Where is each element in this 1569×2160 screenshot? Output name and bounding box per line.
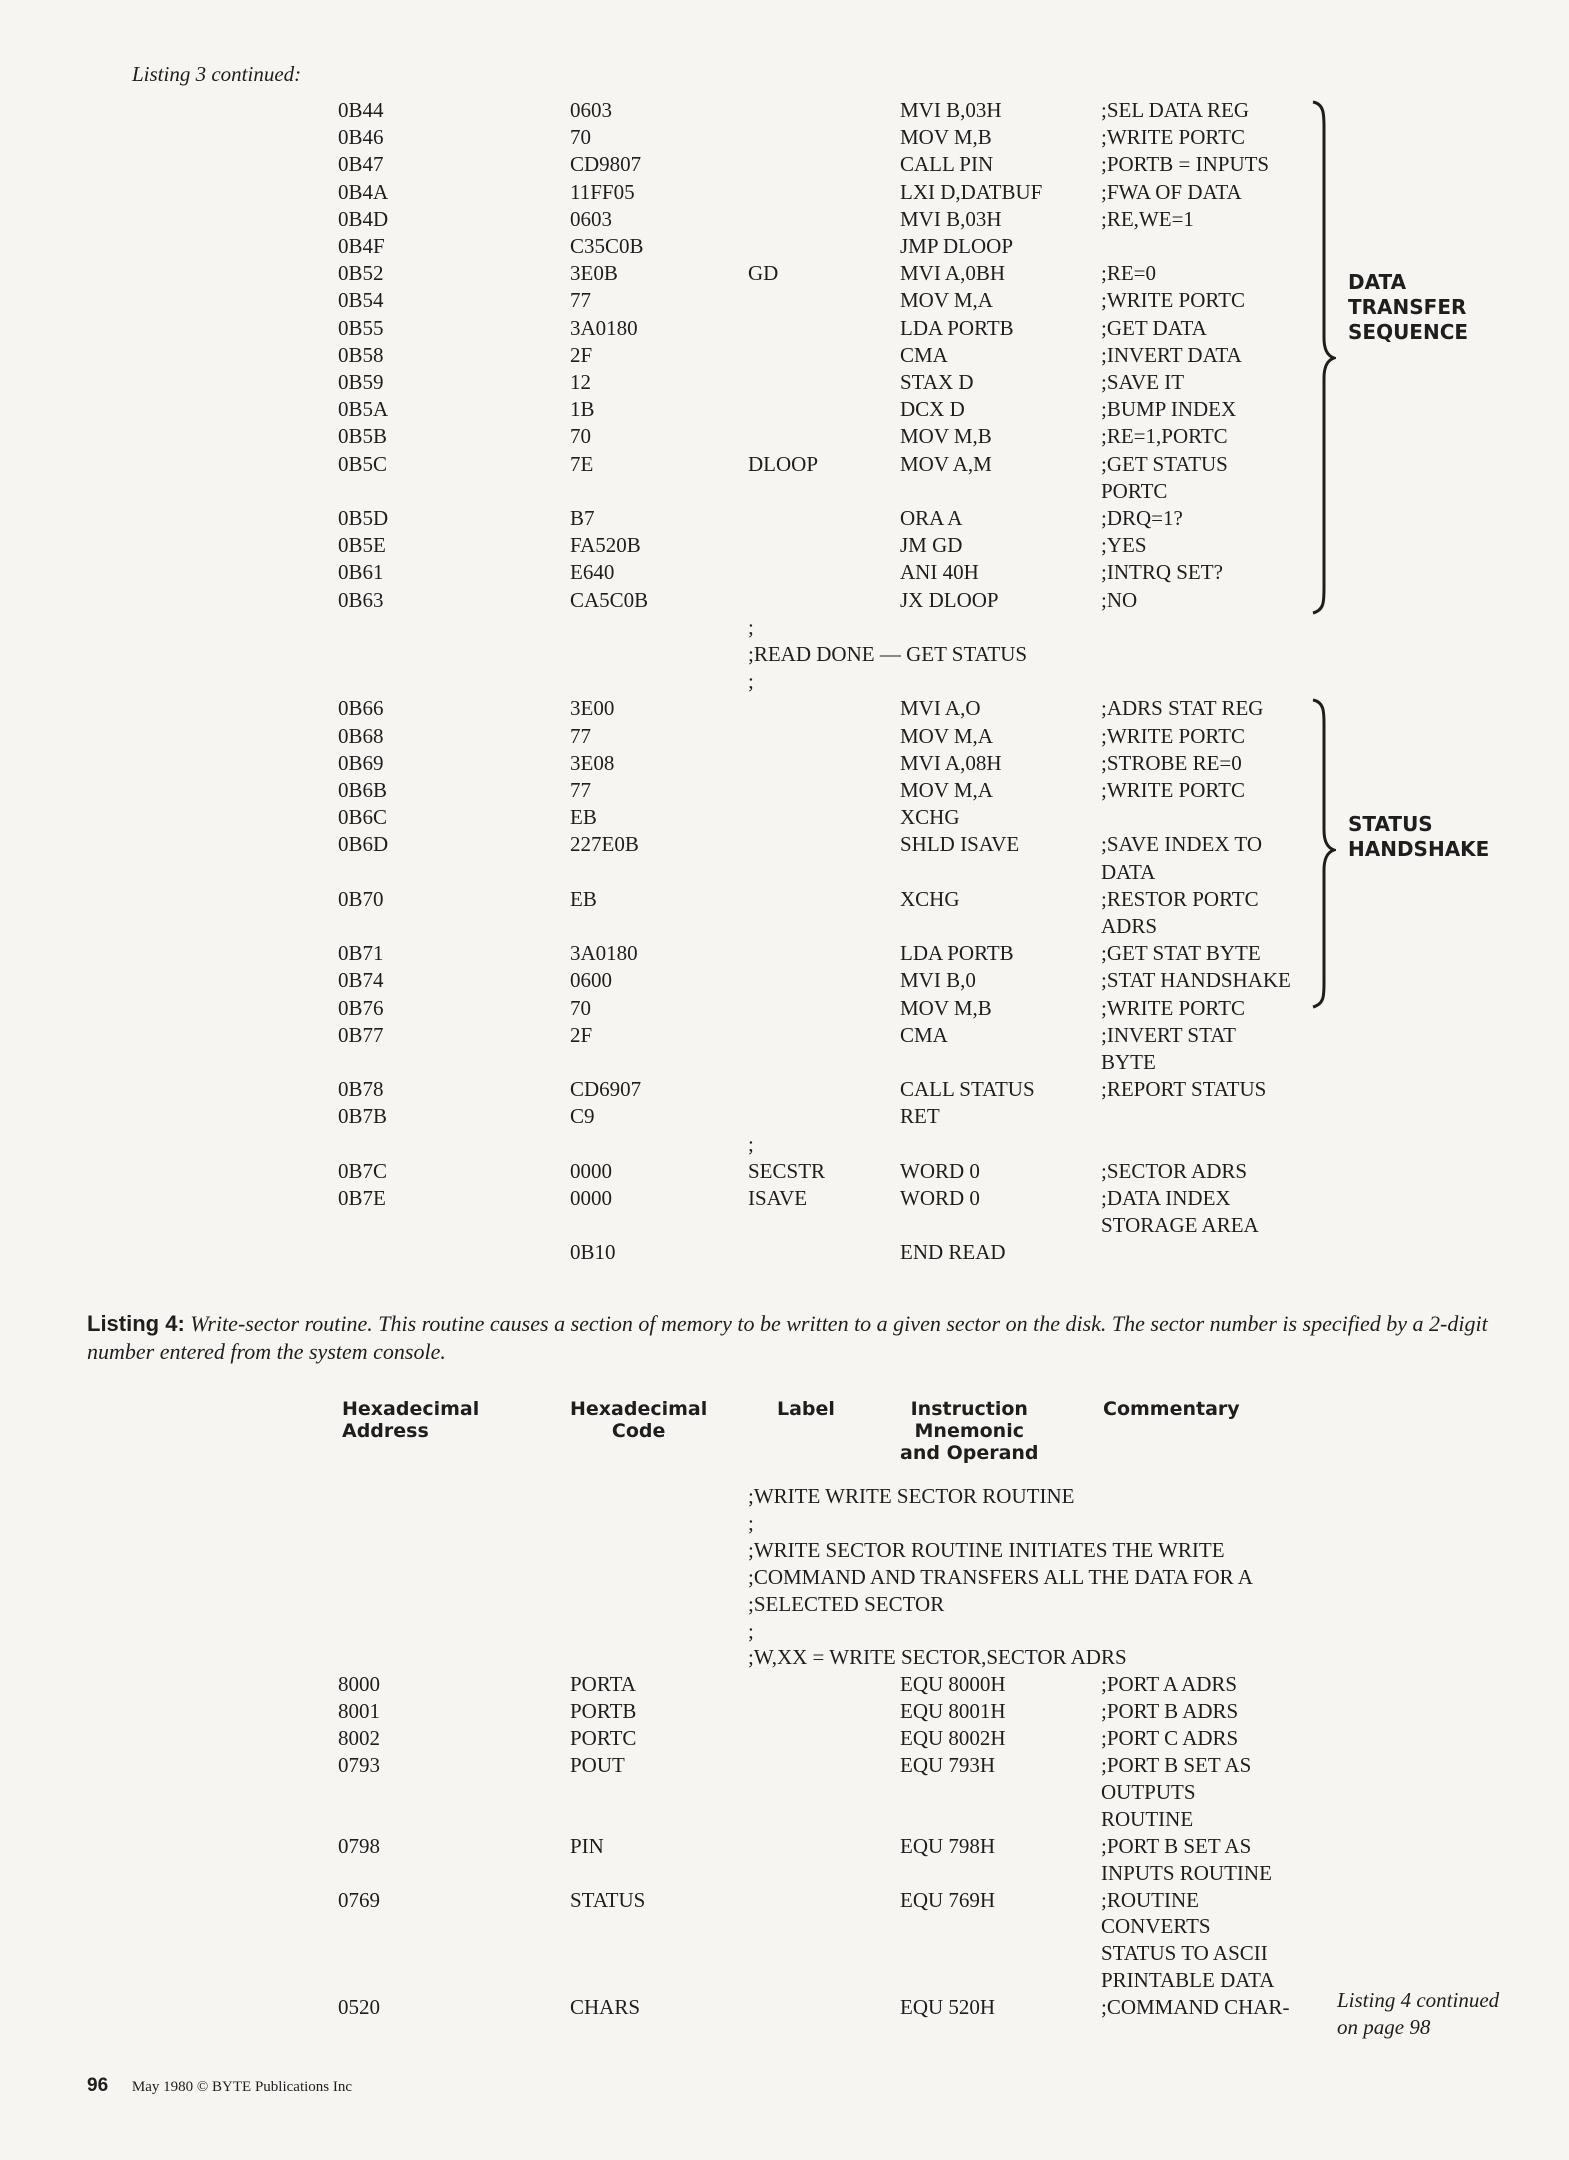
address: 0B78 bbox=[338, 1077, 384, 1102]
comment: ;GET STAT BYTE bbox=[1101, 941, 1261, 966]
instruction: EQU 8000H bbox=[900, 1672, 1006, 1697]
instruction: LXI D,DATBUF bbox=[900, 179, 1043, 204]
hex-code: CA5C0B bbox=[570, 587, 649, 612]
address: 0B6D bbox=[338, 832, 389, 857]
address: 0B4A bbox=[338, 179, 389, 204]
address: 0B52 bbox=[338, 261, 384, 286]
comment: BYTE bbox=[1101, 1050, 1156, 1074]
listing-row bbox=[0, 1618, 1569, 1646]
comment: ;PORT B ADRS bbox=[1101, 1699, 1239, 1724]
address: 0B5C bbox=[338, 451, 388, 476]
comment: ;INTRQ SET? bbox=[1101, 560, 1223, 585]
address: 0B76 bbox=[338, 995, 384, 1020]
hex-code: 0000 bbox=[570, 1186, 612, 1210]
instruction: MVI A,0BH bbox=[900, 261, 1006, 286]
instruction: XCHG bbox=[900, 886, 960, 911]
instruction: MOV M,A bbox=[900, 778, 993, 802]
address: 0B61 bbox=[338, 560, 384, 585]
listing-row bbox=[0, 641, 1569, 669]
header-commentary: Commentary bbox=[1103, 1398, 1240, 1420]
hex-code: CD9807 bbox=[570, 152, 642, 177]
comment: STATUS TO ASCII bbox=[1101, 1941, 1268, 1966]
comment: ADRS bbox=[1101, 914, 1158, 938]
comment: ;REPORT STATUS bbox=[1101, 1077, 1267, 1102]
label: GD bbox=[748, 261, 779, 286]
listing-row bbox=[0, 1725, 1569, 1753]
comment: ;SAVE INDEX TO bbox=[1101, 832, 1263, 857]
address: 0B4F bbox=[338, 234, 385, 258]
hex-code: 77 bbox=[570, 288, 591, 313]
hex-code: FA520B bbox=[570, 533, 641, 558]
label: ; bbox=[748, 1618, 754, 1643]
listing-row bbox=[0, 1212, 1569, 1240]
address: 0769 bbox=[338, 1887, 380, 1912]
hex-code: 3E0B bbox=[570, 261, 618, 286]
hex-code: 1B bbox=[570, 397, 595, 422]
comment: ;WRITE PORTC bbox=[1101, 125, 1245, 150]
header-label: Label bbox=[777, 1398, 835, 1420]
hex-code: 70 bbox=[570, 995, 591, 1020]
label: ;SELECTED SECTOR bbox=[748, 1591, 945, 1616]
hex-code: 77 bbox=[570, 723, 591, 748]
hex-code: C35C0B bbox=[570, 234, 644, 258]
comment: ;INVERT STAT bbox=[1101, 1022, 1236, 1047]
address: 8000 bbox=[338, 1672, 380, 1697]
listing-row bbox=[0, 1671, 1569, 1699]
instruction: MOV M,A bbox=[900, 288, 993, 313]
page-number: 96 bbox=[87, 2075, 109, 2096]
instruction: EQU 769H bbox=[900, 1887, 996, 1912]
address: 0B69 bbox=[338, 750, 384, 775]
data-transfer-sequence-label: DATA TRANSFER SEQUENCE bbox=[1348, 270, 1469, 344]
instruction: JMP DLOOP bbox=[900, 234, 1013, 258]
instruction: MOV M,B bbox=[900, 995, 992, 1020]
listing-row bbox=[0, 668, 1569, 696]
address: 0B54 bbox=[338, 288, 384, 313]
instruction: DCX D bbox=[900, 397, 965, 422]
comment: ;FWA OF DATA bbox=[1101, 179, 1242, 204]
address: 0B74 bbox=[338, 968, 384, 993]
address: 0793 bbox=[338, 1753, 380, 1777]
comment: ;PORTB = INPUTS bbox=[1101, 152, 1270, 177]
listing-row bbox=[0, 1185, 1569, 1213]
listing-row bbox=[0, 1564, 1569, 1592]
instruction: MVI B,0 bbox=[900, 968, 976, 993]
instruction: MVI A,O bbox=[900, 696, 981, 721]
hex-code: CHARS bbox=[570, 1995, 641, 2020]
address: 8001 bbox=[338, 1699, 380, 1724]
comment: CONVERTS bbox=[1101, 1914, 1211, 1939]
comment: OUTPUTS bbox=[1101, 1779, 1196, 1804]
instruction: STAX D bbox=[900, 370, 974, 394]
listing-row bbox=[0, 1913, 1569, 1941]
label: ;WRITE WRITE SECTOR ROUTINE bbox=[748, 1484, 1075, 1508]
hex-code: 11FF05 bbox=[570, 179, 635, 204]
comment: ;PORT A ADRS bbox=[1101, 1672, 1238, 1697]
comment: ;RE=0 bbox=[1101, 261, 1157, 286]
hex-code: 3E00 bbox=[570, 696, 615, 721]
label: ;WRITE SECTOR ROUTINE INITIATES THE WRITE bbox=[748, 1537, 1225, 1562]
instruction: END READ bbox=[900, 1240, 1006, 1265]
address: 0B47 bbox=[338, 152, 384, 177]
comment: ;GET STATUS bbox=[1101, 451, 1228, 476]
instruction: MOV A,M bbox=[900, 451, 992, 476]
instruction: MOV M,B bbox=[900, 125, 992, 150]
comment: ;ADRS STAT REG bbox=[1101, 696, 1264, 721]
instruction: WORD 0 bbox=[900, 1158, 980, 1183]
label: SECSTR bbox=[748, 1158, 826, 1183]
instruction: JX DLOOP bbox=[900, 587, 999, 612]
listing-row bbox=[0, 1510, 1569, 1538]
comment: ;ROUTINE bbox=[1101, 1887, 1199, 1912]
listing-row bbox=[0, 1591, 1569, 1619]
address: 0B5D bbox=[338, 506, 389, 530]
hex-code: 0603 bbox=[570, 98, 612, 122]
comment: ;BUMP INDEX bbox=[1101, 397, 1237, 422]
comment: ;INVERT DATA bbox=[1101, 342, 1242, 367]
comment: ROUTINE bbox=[1101, 1806, 1194, 1831]
comment: ;SAVE IT bbox=[1101, 370, 1185, 394]
comment: ;RE=1,PORTC bbox=[1101, 424, 1228, 449]
address: 0B70 bbox=[338, 886, 384, 911]
comment: PORTC bbox=[1101, 478, 1168, 503]
instruction: CALL PIN bbox=[900, 152, 994, 177]
listing-3-heading: Listing 3 continued: bbox=[132, 62, 302, 86]
label: ;COMMAND AND TRANSFERS ALL THE DATA FOR A bbox=[748, 1564, 1253, 1589]
listing-row bbox=[0, 1049, 1569, 1077]
address: 0B71 bbox=[338, 941, 384, 966]
listing-row bbox=[0, 1994, 1569, 2022]
hex-code: 3A0180 bbox=[570, 315, 638, 340]
address: 0B77 bbox=[338, 1022, 384, 1047]
instruction: EQU 8002H bbox=[900, 1726, 1006, 1751]
status-handshake-label: STATUS HANDSHAKE bbox=[1348, 812, 1490, 861]
page-footer bbox=[87, 2075, 352, 2097]
address: 0B5B bbox=[338, 424, 388, 449]
header-address: Hexadecimal Address bbox=[342, 1398, 480, 1442]
listing-4-caption bbox=[87, 1310, 1507, 1366]
caption-text: Write-sector routine. This routine causes a section of memory to be written to a given sector on the disk. The sector number is specified by a 2-digit number entered from the system console. bbox=[87, 1311, 1488, 1364]
listing-row bbox=[0, 1103, 1569, 1131]
instruction: JM GD bbox=[900, 533, 963, 558]
listing-row bbox=[0, 1940, 1569, 1968]
address: 0B63 bbox=[338, 587, 384, 612]
address: 0B7E bbox=[338, 1186, 386, 1210]
hex-code: 0000 bbox=[570, 1158, 612, 1183]
address: 0B59 bbox=[338, 370, 384, 394]
hex-code: PORTA bbox=[570, 1672, 636, 1697]
hex-code: EB bbox=[570, 805, 597, 830]
comment: ;NO bbox=[1101, 587, 1138, 612]
comment: ;RE,WE=1 bbox=[1101, 206, 1194, 231]
data-transfer-brace bbox=[1310, 100, 1336, 615]
label: ; bbox=[748, 669, 754, 694]
listing-row bbox=[0, 1537, 1569, 1565]
hex-code: POUT bbox=[570, 1753, 625, 1777]
instruction: EQU 793H bbox=[900, 1753, 996, 1777]
instruction: ORA A bbox=[900, 506, 963, 530]
address: 0B5E bbox=[338, 533, 386, 558]
instruction: CMA bbox=[900, 342, 948, 367]
instruction: CALL STATUS bbox=[900, 1077, 1035, 1102]
hex-code: PORTB bbox=[570, 1699, 637, 1724]
instruction: ANI 40H bbox=[900, 560, 979, 585]
address: 0B6C bbox=[338, 805, 388, 830]
hex-code: 77 bbox=[570, 778, 591, 802]
address: 0B68 bbox=[338, 723, 384, 748]
comment: ;WRITE PORTC bbox=[1101, 288, 1245, 313]
comment: ;PORT B SET AS bbox=[1101, 1753, 1252, 1777]
hex-code: 3A0180 bbox=[570, 941, 638, 966]
comment: ;WRITE PORTC bbox=[1101, 995, 1245, 1020]
comment: ;COMMAND CHAR- bbox=[1101, 1995, 1290, 2020]
listing-row bbox=[0, 1076, 1569, 1104]
address: 0B66 bbox=[338, 696, 384, 721]
comment: ;PORT C ADRS bbox=[1101, 1726, 1239, 1751]
address: 0B55 bbox=[338, 315, 384, 340]
listing-row bbox=[0, 1887, 1569, 1915]
label: ;READ DONE — GET STATUS bbox=[748, 642, 1028, 666]
comment: ;DRQ=1? bbox=[1101, 506, 1183, 530]
label: ; bbox=[748, 1510, 754, 1535]
label: ISAVE bbox=[748, 1186, 808, 1210]
hex-code: EB bbox=[570, 886, 597, 911]
comment: STORAGE AREA bbox=[1101, 1213, 1259, 1238]
listing-row bbox=[0, 1131, 1569, 1159]
listing-row bbox=[0, 1860, 1569, 1888]
instruction: EQU 798H bbox=[900, 1833, 996, 1858]
address: 0520 bbox=[338, 1995, 380, 2020]
hex-code: 2F bbox=[570, 1022, 593, 1047]
comment: ;WRITE PORTC bbox=[1101, 723, 1245, 748]
instruction: CMA bbox=[900, 1022, 948, 1047]
address: 0798 bbox=[338, 1833, 380, 1858]
comment: ;STROBE RE=0 bbox=[1101, 750, 1242, 775]
instruction: LDA PORTB bbox=[900, 941, 1014, 966]
hex-code: 227E0B bbox=[570, 832, 639, 857]
comment: ;RESTOR PORTC bbox=[1101, 886, 1259, 911]
header-instruction: Instruction Mnemonic and Operand bbox=[900, 1398, 1039, 1464]
comment: ;YES bbox=[1101, 533, 1147, 558]
listing-row bbox=[0, 614, 1569, 642]
instruction: XCHG bbox=[900, 805, 960, 830]
hex-code: CD6907 bbox=[570, 1077, 642, 1102]
hex-code: B7 bbox=[570, 506, 595, 530]
hex-code: 12 bbox=[570, 370, 591, 394]
label: ; bbox=[748, 1131, 754, 1156]
listing-row bbox=[0, 1752, 1569, 1780]
label: ; bbox=[748, 614, 754, 639]
address: 0B5A bbox=[338, 397, 389, 422]
instruction: WORD 0 bbox=[900, 1186, 980, 1210]
comment: ;STAT HANDSHAKE bbox=[1101, 968, 1291, 993]
hex-code: C9 bbox=[570, 1104, 595, 1129]
hex-code: 0B10 bbox=[570, 1240, 616, 1265]
comment: ;WRITE PORTC bbox=[1101, 778, 1245, 802]
hex-code: 70 bbox=[570, 125, 591, 150]
header-code: Hexadecimal Code bbox=[570, 1398, 708, 1442]
comment: ;PORT B SET AS bbox=[1101, 1833, 1252, 1858]
hex-code: 70 bbox=[570, 424, 591, 449]
address: 0B46 bbox=[338, 125, 384, 150]
listing-row bbox=[0, 1833, 1569, 1861]
listing-row bbox=[0, 1644, 1569, 1672]
footer-text: May 1980 © BYTE Publications Inc bbox=[131, 2079, 353, 2095]
listing-row bbox=[0, 1806, 1569, 1834]
listing-row bbox=[0, 1967, 1569, 1995]
instruction: MVI B,03H bbox=[900, 98, 1002, 122]
listing-row bbox=[0, 1022, 1569, 1050]
label: ;W,XX = WRITE SECTOR,SECTOR ADRS bbox=[748, 1645, 1127, 1670]
hex-code: E640 bbox=[570, 560, 615, 585]
hex-code: 7E bbox=[570, 451, 594, 476]
hex-code: 2F bbox=[570, 342, 593, 367]
instruction: RET bbox=[900, 1104, 940, 1129]
instruction: SHLD ISAVE bbox=[900, 832, 1020, 857]
listing-row bbox=[0, 1483, 1569, 1511]
address: 0B4D bbox=[338, 206, 389, 231]
hex-code: STATUS bbox=[570, 1887, 646, 1912]
listing-row bbox=[0, 1698, 1569, 1726]
address: 0B6B bbox=[338, 778, 388, 802]
comment: PRINTABLE DATA bbox=[1101, 1968, 1275, 1993]
hex-code: PIN bbox=[570, 1833, 604, 1858]
comment: ;GET DATA bbox=[1101, 315, 1207, 340]
comment: ;SECTOR ADRS bbox=[1101, 1158, 1248, 1183]
listing-row bbox=[0, 1779, 1569, 1807]
comment: ;DATA INDEX bbox=[1101, 1186, 1231, 1210]
address: 0B7C bbox=[338, 1158, 388, 1183]
comment: DATA bbox=[1101, 859, 1156, 884]
address: 8002 bbox=[338, 1726, 380, 1751]
hex-code: 0600 bbox=[570, 968, 612, 993]
hex-code: PORTC bbox=[570, 1726, 637, 1751]
instruction: EQU 520H bbox=[900, 1995, 996, 2020]
caption-title: Listing 4: bbox=[87, 1311, 185, 1336]
instruction: LDA PORTB bbox=[900, 315, 1014, 340]
status-handshake-brace bbox=[1310, 698, 1336, 1010]
comment: INPUTS ROUTINE bbox=[1101, 1860, 1272, 1885]
hex-code: 0603 bbox=[570, 206, 612, 231]
address: 0B7B bbox=[338, 1104, 388, 1129]
instruction: MVI A,08H bbox=[900, 750, 1002, 775]
listing-row bbox=[0, 1239, 1569, 1267]
address: 0B58 bbox=[338, 342, 384, 367]
label: DLOOP bbox=[748, 451, 819, 476]
comment: ;SEL DATA REG bbox=[1101, 98, 1250, 122]
listing-row bbox=[0, 1158, 1569, 1186]
instruction: EQU 8001H bbox=[900, 1699, 1006, 1724]
continued-note: Listing 4 continued on page 98 bbox=[1337, 1988, 1500, 2039]
instruction: MOV M,B bbox=[900, 424, 992, 449]
address: 0B44 bbox=[338, 98, 384, 122]
instruction: MVI B,03H bbox=[900, 206, 1002, 231]
instruction: MOV M,A bbox=[900, 723, 993, 748]
hex-code: 3E08 bbox=[570, 750, 615, 775]
